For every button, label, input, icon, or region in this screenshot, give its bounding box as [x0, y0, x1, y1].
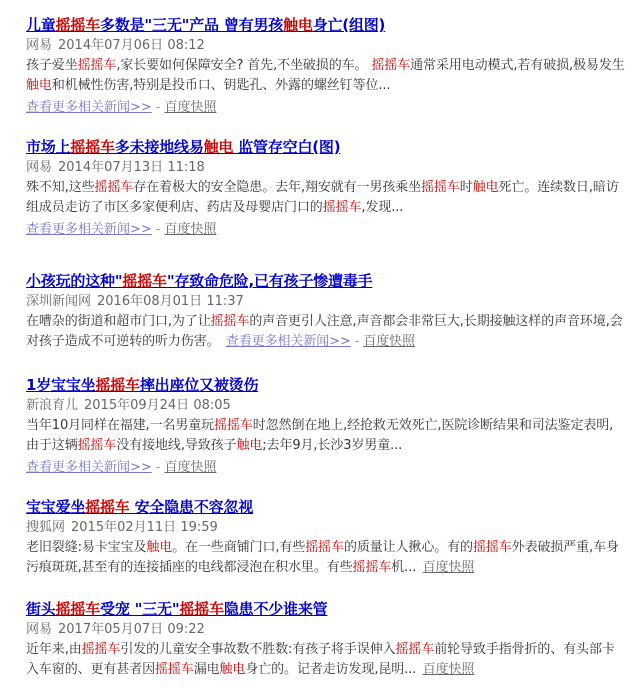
result-meta	[26, 36, 626, 56]
result-date: 2014年07月13日 11:18	[58, 160, 205, 175]
keyword-highlight: 摇摇车	[95, 376, 140, 394]
more-news-link[interactable]: 查看更多相关新闻>>	[225, 334, 351, 349]
result-abstract	[26, 416, 626, 456]
keyword-highlight: 摇摇车	[210, 314, 250, 329]
result-source: 网易	[26, 38, 53, 53]
keyword-highlight: 摇摇车	[94, 180, 134, 195]
text-segment: 通常采用电动模式,若有破损,极易发生	[410, 58, 625, 73]
text-segment: 和机械性伤害,特别是投币口、钥匙孔、外露的螺丝钉等位...	[51, 78, 391, 93]
more-news-link[interactable]: 查看更多相关新闻>>	[26, 460, 152, 475]
result-meta	[26, 292, 626, 312]
search-result	[26, 598, 626, 680]
result-meta	[26, 620, 626, 640]
text-segment: 安全隐患不容忽视	[129, 498, 254, 516]
result-links-row	[26, 218, 626, 240]
keyword-highlight: 摇摇车	[70, 138, 115, 156]
keyword-highlight: 摇摇车	[77, 438, 117, 453]
result-title-link[interactable]	[26, 374, 626, 396]
keyword-highlight: 触电	[219, 662, 246, 677]
search-result	[26, 496, 626, 578]
text-segment: 1岁宝宝坐	[26, 376, 96, 394]
result-date: 2016年08月01日 11:37	[97, 294, 244, 309]
text-segment: 孩子爱坐	[26, 58, 78, 73]
text-segment: 市场上	[26, 138, 71, 156]
keyword-highlight: 摇摇车	[322, 200, 362, 215]
snapshot-link[interactable]: 百度快照	[422, 662, 475, 677]
result-title-link[interactable]	[26, 14, 626, 36]
text-segment: 小孩玩的这种"	[26, 272, 123, 290]
result-links	[26, 100, 217, 115]
text-segment: 街头	[26, 600, 56, 618]
keyword-highlight: 摇摇车	[85, 498, 130, 516]
keyword-highlight: 摇摇车	[395, 642, 435, 657]
result-date: 2014年07月06日 08:12	[58, 38, 205, 53]
text-segment: 身亡(组图)	[312, 16, 386, 34]
more-news-link[interactable]: 查看更多相关新闻>>	[26, 222, 152, 237]
text-segment: 受宠 "三无"	[100, 600, 180, 618]
result-links-row	[26, 96, 626, 118]
snapshot-link[interactable]: 百度快照	[164, 222, 217, 237]
result-source: 网易	[26, 160, 53, 175]
keyword-highlight: 摇摇车	[179, 600, 224, 618]
link-separator: -	[155, 222, 161, 237]
result-title-link[interactable]	[26, 598, 626, 620]
text-segment: 宝宝爱坐	[26, 498, 86, 516]
text-segment: 没有接地线,导致孩子	[116, 438, 237, 453]
text-segment: 时忽然倒在地上,经抢救无效死亡,医院诊断结果和司法鉴定表明,由于这辆	[26, 418, 614, 453]
text-segment: "存致命危险,已有孩子惨遭毒手	[166, 272, 373, 290]
keyword-highlight: 摇摇车	[155, 662, 194, 677]
link-separator: -	[155, 100, 161, 115]
text-segment: 监管存空白(图)	[233, 138, 341, 156]
text-segment: 外表破损严重,车身污痕斑斑,甚至有的连接插座的电线都浸泡在积水里。有些	[26, 540, 619, 575]
more-news-link[interactable]: 查看更多相关新闻>>	[26, 100, 152, 115]
text-segment: 引发的儿童安全事故数不胜数:有孩子将手误伸入	[120, 642, 396, 657]
keyword-highlight: 摇摇车	[371, 58, 411, 73]
result-meta	[26, 158, 626, 178]
text-segment: 身亡的。记者走访发现,昆明...	[245, 662, 417, 677]
keyword-highlight: 摇摇车	[55, 16, 101, 34]
search-result	[26, 374, 626, 478]
result-source: 深圳新闻网	[26, 294, 92, 309]
text-segment: ,发现...	[361, 200, 404, 215]
text-segment: 时	[459, 180, 473, 195]
result-links	[423, 560, 475, 575]
keyword-highlight: 触电	[236, 438, 263, 453]
text-segment: 机...	[391, 560, 417, 575]
result-abstract	[26, 178, 626, 218]
result-title-link[interactable]	[26, 136, 626, 158]
text-segment: 当年10月同样在福建,一名男童玩	[26, 418, 215, 433]
result-abstract	[26, 312, 626, 352]
keyword-highlight: 摇摇车	[472, 540, 512, 555]
result-links	[26, 222, 217, 237]
snapshot-link[interactable]: 百度快照	[164, 100, 217, 115]
result-date: 2015年09月24日 08:05	[84, 398, 231, 413]
result-abstract	[26, 538, 626, 578]
text-segment: 近年来,由	[26, 642, 82, 657]
result-title-link[interactable]	[26, 496, 626, 518]
search-result	[26, 14, 626, 118]
snapshot-link[interactable]: 百度快照	[422, 560, 475, 575]
result-abstract	[26, 640, 626, 680]
search-result	[26, 270, 626, 352]
text-segment: 多数是"三无"产品 曾有男孩	[100, 16, 284, 34]
link-separator: -	[155, 460, 161, 475]
text-segment: 死亡。连续数日,暗访组成员走访了市区多家便利店、药店及母婴店门口的	[26, 180, 619, 215]
text-segment: 的质量让人揪心。有的	[343, 540, 473, 555]
text-segment: 前轮导致手指骨折的、有头部卡入车窗的、更有甚者因	[26, 642, 615, 677]
keyword-highlight: 触电	[203, 138, 234, 156]
text-segment: ,家长要如何保障安全? 首先,不坐破损的车。	[116, 58, 372, 73]
result-links	[26, 460, 217, 475]
result-abstract	[26, 56, 626, 96]
result-links-row	[26, 456, 626, 478]
text-segment: 殊不知,这些	[26, 180, 95, 195]
result-date: 2017年05月07日 09:22	[58, 622, 205, 637]
text-segment: 存在着极大的安全隐患。去年,翔安就有一男孩乘坐	[133, 180, 422, 195]
text-segment: 在嘈杂的街道和超市门口,为了让	[26, 314, 211, 329]
result-meta	[26, 518, 626, 538]
text-segment: 。在一些商铺门口,有些	[172, 540, 306, 555]
result-links	[226, 334, 415, 349]
keyword-highlight: 摇摇车	[122, 272, 167, 290]
result-meta	[26, 396, 626, 416]
text-segment: 摔出座位又被烫伤	[139, 376, 259, 394]
keyword-highlight: 触电	[472, 180, 499, 195]
text-segment: 隐患不少谁来管	[223, 600, 328, 618]
snapshot-link[interactable]: 百度快照	[164, 460, 217, 475]
result-source: 搜狐网	[26, 520, 66, 535]
search-result	[26, 136, 626, 240]
result-title-link[interactable]	[26, 270, 626, 292]
text-segment: 漏电	[193, 662, 220, 677]
keyword-highlight: 触电	[26, 78, 52, 93]
keyword-highlight: 触电	[283, 16, 313, 34]
keyword-highlight: 摇摇车	[55, 600, 101, 618]
keyword-highlight: 摇摇车	[77, 58, 117, 73]
text-segment: 的声音更引人注意,声音都会非常巨大,长期接触这样的声音环境,会对孩子造成不可逆转的听力伤害。	[26, 314, 623, 349]
result-source: 新浪育儿	[26, 398, 79, 413]
keyword-highlight: 摇摇车	[421, 180, 460, 195]
keyword-highlight: 触电	[146, 540, 173, 555]
result-date: 2015年02月11日 19:59	[71, 520, 218, 535]
keyword-highlight: 摇摇车	[81, 642, 121, 657]
text-segment: 老旧裂缝:易卡宝宝及	[26, 540, 147, 555]
snapshot-link[interactable]: 百度快照	[363, 334, 415, 349]
text-segment: ;去年9月,长沙3岁男童...	[262, 438, 403, 453]
keyword-highlight: 摇摇车	[352, 560, 392, 575]
result-links	[423, 662, 475, 677]
text-segment: 儿童	[26, 16, 56, 34]
result-source: 网易	[26, 622, 53, 637]
keyword-highlight: 摇摇车	[214, 418, 253, 433]
keyword-highlight: 摇摇车	[305, 540, 344, 555]
link-separator: -	[354, 334, 360, 349]
text-segment: 多未接地线易	[114, 138, 204, 156]
